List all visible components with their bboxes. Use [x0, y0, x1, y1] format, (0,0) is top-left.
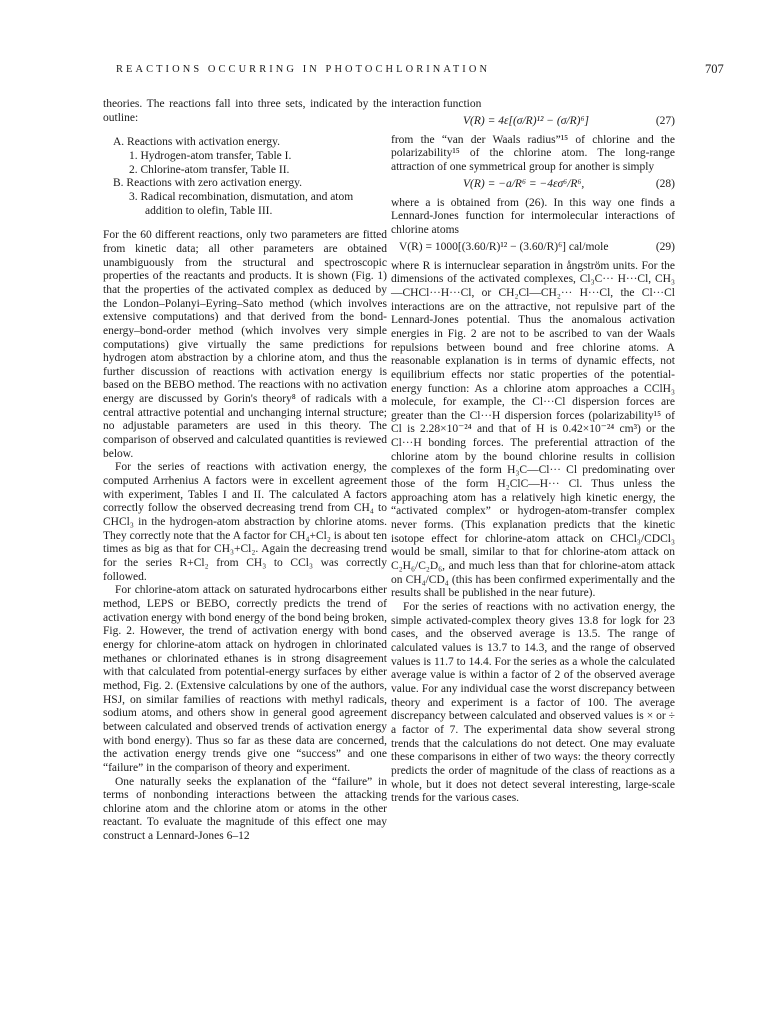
right-paragraph-2: from the “van der Waals radius”¹⁵ of chlorine and the polarizability¹⁵ of the chlorine atom. The long-range attraction of one symmetrical group for another is simply [391, 133, 675, 173]
equation-28-text: V(R) = −a/R⁶ = −4εσ⁶/R⁶, [463, 177, 585, 190]
outline-item-3-continued: addition to olefin, Table III. [145, 204, 273, 217]
equation-29 [391, 240, 675, 257]
equation-29-text: V(R) = 1000[(3.60/R)¹² − (3.60/R)⁶] cal/mole [399, 240, 609, 253]
right-paragraph-3: where a is obtained from (26). In this way one finds a Lennard-Jones function for intermolecular interactions of chlorine atoms [391, 196, 675, 236]
running-header: REACTIONS OCCURRING IN PHOTOCHLORINATION [116, 64, 491, 75]
right-paragraph-5: For the series of reactions with no activation energy, the simple activated-complex theory gives 13.8 for logk for 23 cases, and the observed average is 13.5. The range of calculated values is 13.7 to 14.3, and the range of observed values is 11.7 to 14.4. For the series as a whole the calculated average value is within a factor of 2 of the observed average value. For any individual case the worst discrepancy between theory and experiment is a factor of 100. The average discrepancy between calculated and observed values is × or ÷ a factor of 7. The experimental data show several strong trends that the calculations do not detect. One may evaluate these comparisons in either of two ways: the theory correctly predicts the order of magnitude of the class of reactions as a whole, but it does not detect several interesting, large-scale trends for the various cases. [391, 601, 675, 805]
reaction-outline [103, 136, 387, 218]
outline-item-3: 3. Radical recombination, dismutation, and atom [129, 190, 354, 203]
equation-28-number: (28) [655, 177, 675, 190]
equation-27 [391, 114, 675, 131]
right-paragraph-4: where R is internuclear separation in ångström units. For the dimensions of the activated complexes, Cl₃C··· H···Cl, CH₃—CHCl···H···Cl, or CH₂Cl—CH₂··· H···Cl, the Cl···Cl interactions are on the attractive, not repulsive part of the Lennard-Jones potential. Thus the anomalous activation energies in Fig. 2 are not to be ascribed to van der Waals repulsions between bound and free chlorine atoms. A reasonable explanation is in terms of dynamic effects, not equilibrium effects nor static properties of the potential-energy function: As a chlorine atom approaches a CClH₃ molecule, for example, the Cl···Cl dispersion forces are greater than the Cl···H dispersion forces (polarizability¹⁵ of Cl is 2.28×10⁻²⁴ and that of H is 0.42×10⁻²⁴ cm³) or the Cl···H bonding forces. The preferential attraction of the chlorine atom by the bound chlorine results in collision complexes of the form H₃C—Cl··· Cl predominating over those of the form H₂ClC—H··· Cl. Thus unless the approaching atom has a relatively high kinetic energy, the “activated complex” or hydrogen-atom-transfer complex never forms. (This explanation predicts that the kinetic isotope effect for chlorine-atom attack on CHCl₃/CDCl₃ would be small, similar to that for chlorine-atom attack on C₂H₆/C₂D₆, and much less than that for chlorine-atom attack on CH₄/CD₄ (this has been confirmed experimentally and the results shall be published in the near future). [391, 259, 675, 600]
outline-item-2: 2. Chlorine-atom transfer, Table II. [129, 163, 290, 176]
equation-28 [391, 177, 675, 194]
outline-item-a: A. Reactions with activation energy. [113, 136, 281, 149]
equation-29-number: (29) [655, 240, 675, 253]
left-paragraph-5: One naturally seeks the explanation of the “failure” in terms of nonbonding interactions between the attacking chlorine atom and the chlorine atom or atoms in the other reactant. To evaluate the magnitude of this effect one may construct a Lennard-Jones 6–12 [103, 775, 387, 843]
left-paragraph-1: theories. The reactions fall into three sets, indicated by the outline: [103, 98, 387, 124]
right-column [391, 98, 675, 806]
left-paragraph-4: For chlorine-atom attack on saturated hydrocarbons either method, LEPS or BEBO, correctly predicts the trend of activation energy with bond energy of the bond being broken, Fig. 2. However, the trend of activation energy with bond energy for chlorine-atom attack on hydrogen in chlorinated methanes or chlorinated ethanes is in strong disagreement with that calculated from potential-energy surfaces by either method, Fig. 2. (Extensive calculations by one of the authors, HSJ, on similar families of reactions with methyl radicals, sodium atoms, and others show in general good agreement between calculated and observed trends of activation energy with bond energy). Thus so far as these data are concerned, the activation energy trends give one “success” and one “failure” in the comparison of theory and experiment. [103, 584, 387, 774]
equation-27-number: (27) [655, 114, 675, 127]
outline-item-b: B. Reactions with zero activation energy. [113, 177, 303, 190]
equation-27-text: V(R) = 4ε[(σ/R)¹² − (σ/R)⁶] [463, 114, 589, 127]
left-column [103, 98, 387, 844]
outline-item-1: 1. Hydrogen-atom transfer, Table I. [129, 149, 292, 162]
left-paragraph-3: For the series of reactions with activation energy, the computed Arrhenius A factors were in excellent agreement with experiment, Tables I and II. The calculated A factors correctly follow the observed decreasing trend from CH₄ to CHCl₃ in the hydrogen-atom abstraction by chlorine atoms. They correctly note that the A factor for CH₄+Cl₂ is about ten times as big as that for CH₃+Cl₂. Again the decreasing trend for the series R+Cl₂ from CH₃ to CCl₃ was correctly followed. [103, 461, 387, 583]
page-number: 707 [705, 62, 724, 76]
right-paragraph-1: interaction function [391, 98, 482, 110]
left-paragraph-2: For the 60 different reactions, only two parameters are fitted from kinetic data; all other parameters are obtained unambiguously from the structural and spectroscopic properties of the reactants and products. It is shown (Fig. 1) that the properties of the activated complex as deduced by the London–Polanyi–Eyring–Sato method (which involves extensive computations) and that derived from the bond-energy–bond-order method (which involves very simple computations) give virtually the same predictions for hydrogen atom abstraction by a chlorine atom, and thus the further discussion of reactions with activation energy is based on the BEBO method. The reactions with no activation energy are discussed by Gorin's theory⁸ of radicals with a central attractive potential and unchanging internal structure; no adjustable parameters are used in this theory. The comparison of observed and calculated quantities is reviewed below. [103, 229, 387, 460]
